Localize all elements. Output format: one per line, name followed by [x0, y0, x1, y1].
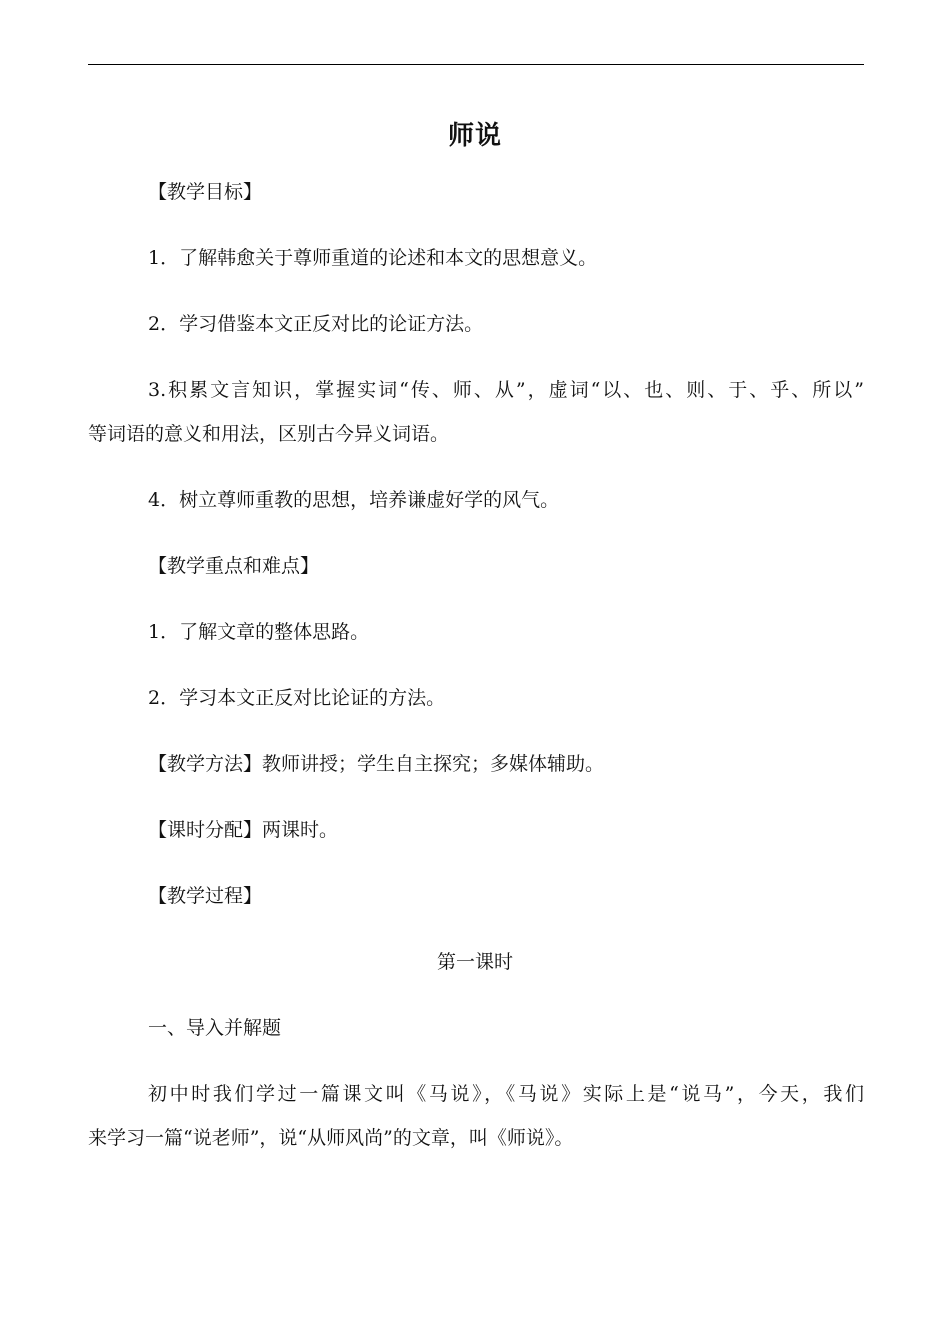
intro-paragraph-line-1: 初中时我们学过一篇课文叫《马说》，《马说》实际上是“说马”，今天，我们 [148, 1083, 864, 1105]
objectives-heading: 【教学目标】 [148, 181, 263, 203]
step-one-heading: 一、导入并解题 [148, 1017, 282, 1039]
process-heading: 【教学过程】 [148, 885, 263, 907]
objective-item-3-continuation: 等词语的意义和用法，区别古今异义词语。 [88, 423, 450, 445]
methods-paragraph: 【教学方法】教师讲授；学生自主探究；多媒体辅助。 [148, 753, 605, 775]
key-points-heading: 【教学重点和难点】 [148, 555, 320, 577]
page-title: 师说 [447, 121, 502, 151]
session-title: 第一课时 [436, 951, 513, 973]
key-point-item-1: 1．了解文章的整体思路。 [148, 621, 370, 643]
schedule-paragraph: 【课时分配】两课时。 [148, 819, 339, 841]
objective-item-4: 4．树立尊师重教的思想，培养谦虚好学的风气。 [148, 489, 560, 511]
intro-paragraph-line-2: 来学习一篇“说老师”，说“从师风尚”的文章，叫《师说》。 [88, 1127, 574, 1149]
key-point-item-2: 2．学习本文正反对比论证的方法。 [148, 687, 446, 709]
objective-item-1: 1．了解韩愈关于尊师重道的论述和本文的思想意义。 [148, 247, 598, 269]
header-rule [88, 64, 864, 65]
objective-item-2: 2．学习借鉴本文正反对比的论证方法。 [148, 313, 484, 335]
objective-item-3: 3.积累文言知识，掌握实词“传、师、从”，虚词“以、也、则、于、乎、所以” [148, 379, 864, 401]
